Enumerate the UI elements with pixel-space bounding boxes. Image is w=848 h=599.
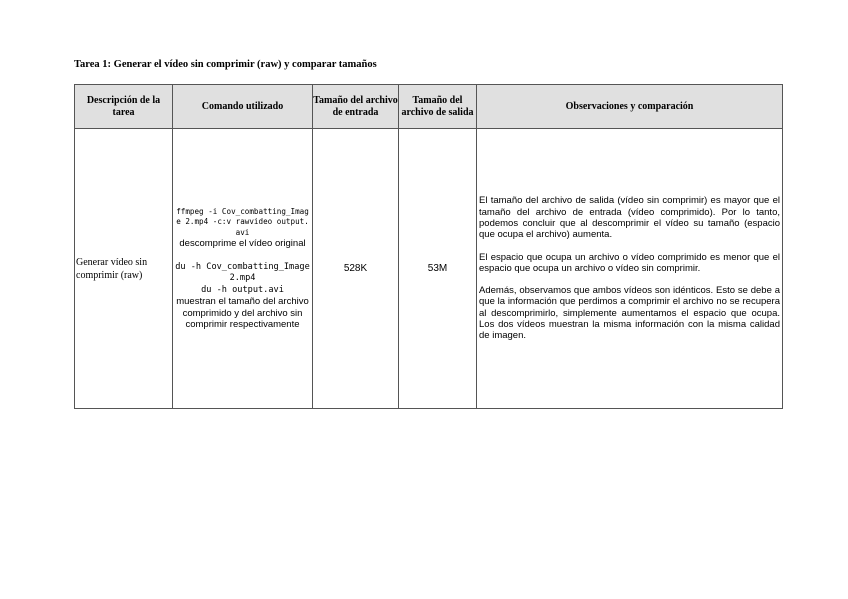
du-description: muestran el tamaño del archivo comprimido y del archivo sin comprimir respectivamente [176, 296, 309, 330]
input-size-cell: 528K [313, 129, 399, 409]
table-header-row [75, 85, 783, 129]
header-command: Comando utilizado [173, 85, 313, 129]
page-title: Tarea 1: Generar el vídeo sin comprimir (raw) y comparar tamaños [74, 59, 377, 70]
ffmpeg-description: descomprime el vídeo original [179, 238, 306, 249]
table-row [75, 129, 783, 409]
header-output-size: Tamaño del archivo de salida [399, 85, 477, 129]
observation-paragraph-3: Además, observamos que ambos vídeos son idénticos. Esto se debe a que la información que perdimos a comprimir el archivo no se recupera al descomprimirlo, simplemente aumentamos el espacio que ocupa. Los dos vídeos muestran la misma información con la misma calidad de imagen. [479, 285, 780, 342]
ffmpeg-command: ffmpeg -i Cov_combatting_Image 2.mp4 -c:v rawvideo output.avi [176, 206, 309, 237]
du-input-command: du -h Cov_combatting_Image 2.mp4 [175, 261, 310, 283]
observation-paragraph-1: El tamaño del archivo de salida (vídeo sin comprimir) es mayor que el tamaño del archivo de entrada (vídeo comprimido). Por lo tanto, podemos concluir que al descomprimir el vídeo su tamaño (espacio que ocupa el archivo) aumenta. [479, 195, 780, 241]
output-size-cell: 53M [399, 129, 477, 409]
header-input-size: Tamaño del archivo de entrada [313, 85, 399, 129]
header-task: Descripción de la tarea [75, 85, 173, 129]
du-output-command: du -h output.avi [201, 284, 284, 295]
header-observations: Observaciones y comparación [477, 85, 783, 129]
observations-cell [477, 129, 783, 409]
comparison-table [74, 84, 783, 409]
command-cell [173, 129, 313, 409]
task-cell: Generar vídeo sin comprimir (raw) [75, 129, 173, 409]
observation-paragraph-2: El espacio que ocupa un archivo o vídeo comprimido es menor que el espacio que ocupa un archivo o vídeo sin comprimir. [479, 251, 780, 274]
